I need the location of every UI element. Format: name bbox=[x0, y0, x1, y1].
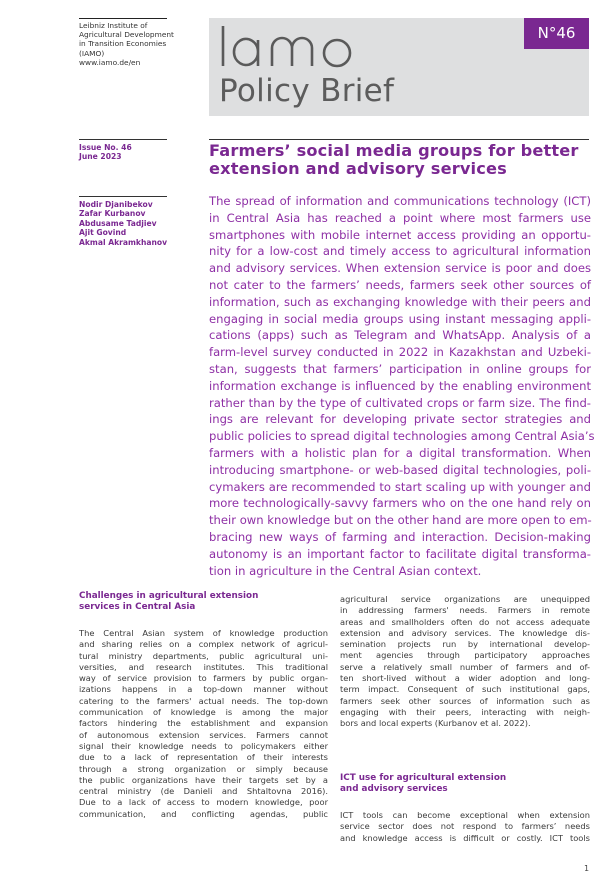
body-line: communication, and conflicting agendas, public bbox=[79, 808, 328, 819]
body-line: engaging with their peers, interacting with neigh- bbox=[340, 706, 590, 717]
abstract-line: more technologically-savvy farmers who on the one hand rely on bbox=[209, 496, 591, 511]
author: Zafar Kurbanov bbox=[79, 209, 146, 219]
iamo-logo-icon bbox=[218, 22, 368, 72]
abstract-line: bracing new ways of farming and interaction. Decision-making bbox=[209, 529, 591, 544]
abstract-line: nity for a low-cost and timely access to agricultural information bbox=[209, 244, 591, 259]
body-line: of autonomous extension services. Farmers cannot bbox=[79, 729, 328, 740]
author: Ajit Govind bbox=[79, 228, 127, 238]
abstract-line: rather than by the type of cultivated crops or farm size. The find- bbox=[209, 395, 591, 410]
series-title: Policy Brief bbox=[219, 73, 395, 109]
body-line: in addressing farmers' needs. Farmers in remote bbox=[340, 605, 590, 616]
abstract-line: tion in agriculture in the Central Asian context. bbox=[209, 563, 482, 578]
institute-line: in Transition Economies bbox=[79, 39, 167, 49]
body-line: the public organizations have their targets set by a bbox=[79, 774, 328, 785]
heading-line: Challenges in agricultural extension bbox=[79, 591, 259, 601]
institute-line: (IAMO) bbox=[79, 48, 105, 58]
heading-line: services in Central Asia bbox=[79, 602, 196, 612]
body-line: and sharing relies on a complex network of agricul- bbox=[79, 639, 328, 650]
section-heading-challenges bbox=[79, 591, 328, 613]
title-line: Farmers’ social media groups for better bbox=[209, 141, 579, 160]
abstract-line: and advisory services. When extension service is poor and does bbox=[209, 261, 591, 276]
abstract-line: introducing smartphone- or web-based digital technologies, poli- bbox=[209, 462, 591, 477]
body-line: agricultural service organizations are unequipped bbox=[340, 594, 590, 604]
body-line: way of service provision to farmers by public organ- bbox=[79, 673, 328, 684]
body-line: The Central Asian system of knowledge production bbox=[79, 628, 328, 638]
section-body-col1 bbox=[79, 628, 328, 820]
institute-info bbox=[79, 21, 199, 67]
abstract-line: information exchange is influenced by the enabling environment bbox=[209, 378, 591, 393]
abstract-line: farmers with a holistic plan for a digital transformation. When bbox=[209, 445, 591, 460]
page-number: 1 bbox=[584, 864, 590, 873]
body-line: service sector does not respond to farmers’ needs bbox=[340, 821, 590, 832]
body-line: semination projects run by international develop- bbox=[340, 639, 590, 650]
institute-url[interactable]: www.iamo.de/en bbox=[79, 57, 141, 67]
abstract-line: engaging in social media groups using instant messaging appli- bbox=[209, 311, 591, 326]
abstract-line: cations (apps) such as Telegram and WhatsApp. Analysis of a bbox=[209, 328, 591, 343]
body-line: areas and smallholders often do not access adequate bbox=[340, 616, 590, 627]
body-line: factors hindering the establishment and expansion bbox=[79, 718, 328, 729]
body-line: central ministry (de Danieli and Shtaltovna 2016). bbox=[79, 786, 328, 797]
body-line: catering to the farmers' actual needs. The top-down bbox=[79, 695, 328, 706]
issue-number-badge: N°46 bbox=[524, 18, 589, 49]
institute-divider bbox=[79, 18, 167, 19]
abstract-line: public policies to spread digital technologies among Central Asia’s bbox=[209, 429, 595, 444]
section-heading-ict-use bbox=[340, 773, 590, 795]
abstract-line: information, such as exchanging knowledge with their peers and bbox=[209, 294, 591, 309]
body-line: extension and advisory services. The knowledge dis- bbox=[340, 627, 590, 638]
section-body-col2 bbox=[340, 594, 590, 730]
body-line: Due to a lack of access to modern knowledge, poor bbox=[79, 797, 328, 808]
author: Abdusame Tadjiev bbox=[79, 218, 157, 228]
heading-line: ICT use for agricultural extension bbox=[340, 773, 507, 783]
abstract-line: stan, suggests that farmers’ participation in online groups for bbox=[209, 361, 591, 376]
body-line: term impact. Consequent of such institutional gaps, bbox=[340, 684, 590, 695]
author: Akmal Akramkhanov bbox=[79, 237, 168, 247]
abstract-line: cymakers are recommended to start scaling up with younger and bbox=[209, 479, 591, 494]
institute-line: Leibniz Institute of bbox=[79, 21, 148, 30]
abstract-line: The spread of information and communications technology (ICT) bbox=[209, 194, 591, 208]
abstract bbox=[209, 193, 595, 579]
heading-line: and advisory services bbox=[340, 784, 448, 794]
body-line: farmers seek other sources of information such as bbox=[340, 695, 590, 706]
body-line: izations happens in a top-down manner without bbox=[79, 684, 328, 695]
body-line: ten short-lived without a wider adoption and long- bbox=[340, 673, 590, 684]
body-line: communication of knowledge is among the major bbox=[79, 707, 328, 718]
body-line: bors and local experts (Kurbanov et al. 2022). bbox=[340, 718, 531, 729]
issue-date: June 2023 bbox=[79, 152, 122, 162]
author-list bbox=[79, 200, 167, 247]
abstract-line: autonomy is an important factor to facilitate digital transforma- bbox=[209, 546, 591, 561]
issue-info bbox=[79, 143, 132, 162]
body-line: ment agencies through participatory approaches bbox=[340, 650, 590, 661]
author: Nodir Djanibekov bbox=[79, 200, 153, 209]
institute-line: Agricultural Development bbox=[79, 30, 174, 40]
body-line: versities, and research institutes. This traditional bbox=[79, 661, 328, 672]
title-divider bbox=[209, 139, 589, 140]
body-line: serve a relatively small number of farmers and of- bbox=[340, 661, 590, 672]
authors-divider bbox=[79, 196, 167, 197]
body-line: signal their knowledge needs to policymakers either bbox=[79, 740, 328, 751]
body-line: ICT tools can become exceptional when extension bbox=[340, 810, 590, 820]
abstract-line: ings are relevant for developing private sector strategies and bbox=[209, 412, 591, 427]
body-line: due to a lack of representation of their interests bbox=[79, 752, 328, 763]
issue-number: Issue No. 46 bbox=[79, 143, 132, 152]
body-line: and knowledge access is difficult or costly. ICT tools bbox=[340, 832, 590, 843]
abstract-line: not cater to the farmers’ needs, farmers seek other sources of bbox=[209, 277, 591, 292]
abstract-line: farm-level survey conducted in 2022 in Kazakhstan and Uzbeki- bbox=[209, 345, 591, 360]
abstract-line: smartphones with mobile internet access providing an opportu- bbox=[209, 227, 591, 242]
abstract-line: their own knowledge but on the other hand are more open to em- bbox=[209, 513, 592, 528]
brief-title bbox=[209, 142, 599, 177]
title-line: extension and advisory services bbox=[209, 158, 507, 178]
abstract-line: in Central Asia has reached a point where most farmers use bbox=[209, 210, 591, 225]
body-line: through a strong organization or simply because bbox=[79, 763, 328, 774]
issue-divider bbox=[79, 139, 167, 140]
section-body-ict bbox=[340, 810, 590, 844]
iamo-logo bbox=[218, 22, 368, 80]
body-line: tural ministry departments, public agricultural uni- bbox=[79, 650, 328, 661]
